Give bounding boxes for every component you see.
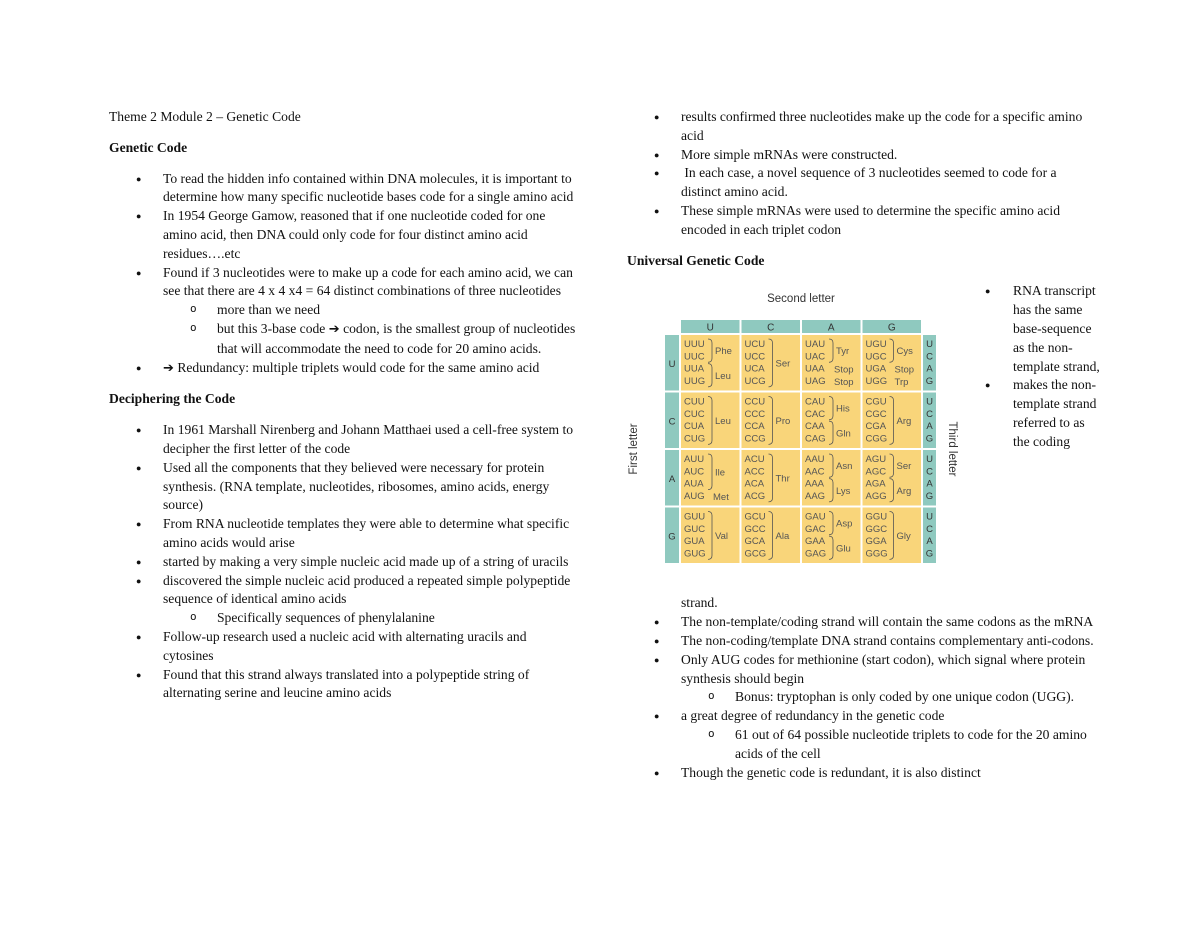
right-column [627, 108, 1100, 782]
codon-text: UUC [684, 351, 705, 363]
sub-list [163, 609, 579, 628]
codon-text: AUU [684, 454, 705, 466]
codon-text: UAC [805, 351, 826, 363]
third-letter-mark: A [926, 421, 933, 433]
document-title: Theme 2 Module 2 – Genetic Code [109, 109, 301, 124]
list-item-text: RNA transcript has the same base-sequence as the non-template strand, [1013, 283, 1100, 374]
list-item-text: started by making a very simple nucleic acid made up of a string of uracils [163, 553, 569, 569]
third-letter-mark: U [926, 511, 933, 523]
codon-text: ACC [744, 466, 765, 478]
sub-list-item [109, 609, 579, 628]
row-header-letter: U [668, 359, 676, 371]
codon-text: AGA [865, 478, 886, 490]
list-item [627, 202, 1097, 240]
amino-acid-label: Ile [715, 467, 726, 479]
amino-acid-label: Lys [836, 486, 851, 498]
codon-text: CAU [805, 396, 826, 408]
codon-text: GAG [805, 548, 827, 560]
codon-text: CUG [684, 433, 706, 445]
third-letter-mark: A [926, 363, 933, 375]
codon-text: CUA [684, 421, 705, 433]
list-item-text: Only AUG codes for methionine (start codon), which signal where protein synthesis should begin [681, 651, 1086, 686]
codon-text: GUU [684, 511, 706, 523]
list-item [627, 707, 1097, 763]
sub-list-item-text: Specifically sequences of phenylalanine [217, 610, 435, 626]
side-list [963, 282, 1103, 451]
first-letter-label: First letter [628, 423, 640, 475]
sub-list-item-text: Bonus: tryptophan is only coded by one unique codon (UGG). [735, 689, 1075, 705]
codon-text: CUU [684, 396, 705, 408]
codon-table-figure [627, 286, 958, 561]
codon-text: UAA [805, 363, 825, 375]
list-item [109, 207, 579, 263]
codon-text: UGU [865, 339, 887, 351]
codon-text: AAU [805, 454, 825, 466]
codon-text: CCG [744, 433, 766, 445]
amino-acid-label: Leu [715, 371, 731, 383]
amino-acid-label: His [836, 404, 850, 416]
list-item-text: In 1961 Marshall Nirenberg and Johann Matthaei used a cell-free system to decipher the first letter of the code [163, 422, 574, 456]
codon-text: UUG [684, 376, 706, 388]
list-item-text: a great degree of redundancy in the genetic code [681, 708, 945, 724]
amino-acid-label: Arg [896, 486, 912, 498]
row-header-letter: A [668, 474, 676, 486]
codon-text: GUG [684, 548, 706, 560]
list-item-text: Used all the components that they believed were necessary for protein synthesis. (RNA template, nucleotides, ribosomes, amino acids, energy source) [163, 459, 550, 513]
amino-acid-label: Ser [896, 461, 912, 473]
amino-acid-label: Ala [775, 531, 790, 543]
list-item-text: In 1954 George Gamow, reasoned that if one nucleotide coded for one amino acid, then DNA could only code for four distinct amino acid residues….etc [163, 208, 546, 261]
list-item [627, 764, 1097, 783]
third-letter-mark: U [926, 339, 933, 351]
amino-acid-label: Gln [836, 428, 851, 440]
list-item-text: Redundancy: multiple triplets would code for the same amino acid [177, 359, 540, 375]
list-item [963, 282, 1103, 376]
third-letter-mark: G [925, 491, 934, 503]
amino-acid-label: Pro [775, 416, 791, 428]
codon-text: GCG [744, 548, 767, 560]
codon-text: CCA [744, 421, 765, 433]
list-item [627, 164, 1097, 202]
codon-text: CUC [684, 409, 705, 421]
right-arrow-icon: ➔ [163, 360, 174, 376]
list-item [627, 613, 1097, 632]
sub-list [681, 726, 1097, 764]
third-letter-mark: G [925, 376, 934, 388]
codon-text: UGG [865, 376, 888, 388]
genetic-code-list [109, 170, 579, 379]
list-item-text: discovered the simple nucleic acid produced a repeated simple polypeptide sequence of identical amino acids [163, 572, 571, 607]
sub-list-item-text: 61 out of 64 possible nucleotide triplets to code for the 20 amino acids of the cell [735, 726, 1087, 761]
third-letter-mark: C [926, 409, 933, 421]
codon-text: AGC [865, 466, 887, 478]
list-item [109, 628, 579, 666]
codon-text: CAA [805, 421, 825, 433]
sub-list-item-text: codon, is the smallest group of nucleotides that will accommodate the need to code for 20 amino acids. [217, 320, 576, 356]
codon-text: GCA [744, 536, 766, 548]
amino-acid-label: Phe [715, 346, 732, 358]
side-notes [963, 282, 1103, 451]
list-item-text: makes the non-template strand referred to as the coding [1013, 377, 1097, 449]
sub-list-item [109, 301, 579, 320]
amino-acid-label: Stop [834, 377, 854, 389]
codon-text: GGC [865, 524, 888, 536]
codon-text: ACA [744, 478, 765, 490]
codon-text: CGC [865, 409, 887, 421]
codon-text: AUC [684, 466, 705, 478]
codon-text: UGA [865, 363, 887, 375]
strand-list [627, 613, 1097, 782]
amino-acid-label: Arg [896, 416, 912, 428]
row-header-letter: G [668, 531, 676, 543]
amino-acid-label: Stop [894, 364, 915, 376]
amino-acid-label: Met [713, 492, 729, 504]
codon-text: GCU [744, 511, 766, 523]
list-item-text: Found if 3 nucleotides were to make up a code for each amino acid, we can see that there are 4 x 4 x4 = 64 distinct combinations of three nucleotides [163, 264, 573, 299]
list-item-text: From RNA nucleotide templates they were able to determine what specific amino acids would arise [163, 516, 570, 550]
amino-acid-label: Thr [775, 473, 790, 485]
list-item [109, 572, 579, 628]
codon-text: UGC [865, 351, 887, 363]
codon-text: CGG [865, 433, 888, 445]
codon-text: AUG [684, 491, 705, 503]
third-letter-mark: A [926, 478, 933, 490]
list-item [109, 359, 579, 379]
list-item-text: results confirmed three nucleotides make up the code for a specific amino acid [681, 109, 1083, 143]
section-heading-genetic-code: Genetic Code [109, 139, 188, 155]
sub-list-item [109, 320, 579, 359]
third-letter-mark: C [926, 524, 933, 536]
codon-text: AGG [865, 491, 887, 503]
codon-text: CCC [744, 409, 766, 421]
section-heading-universal-genetic-code: Universal Genetic Code [627, 252, 765, 268]
sub-list [163, 301, 579, 358]
row-header-letter: C [668, 416, 676, 428]
list-item-text: To read the hidden info contained within DNA molecules, it is important to determine how many specific nucleotide bases code for a single amino acid [163, 170, 574, 205]
third-letter-mark: A [926, 536, 933, 548]
codon-text: GGG [865, 548, 888, 560]
list-item [109, 553, 579, 572]
codon-text: CAG [805, 433, 826, 445]
deciphering-list [109, 421, 579, 703]
list-item-text: More simple mRNAs were constructed. [681, 146, 898, 162]
list-item [627, 651, 1097, 707]
figure-row [627, 282, 1100, 594]
codon-text: GAC [805, 524, 826, 536]
list-item [109, 666, 579, 704]
sub-list-item [627, 726, 1097, 764]
results-list [627, 108, 1097, 240]
list-item [627, 146, 1097, 165]
third-letter-mark: G [925, 548, 934, 560]
third-letter-mark: U [926, 396, 933, 408]
sub-list-item [627, 688, 1097, 707]
codon-text: GGU [865, 511, 888, 523]
codon-text: CGA [865, 421, 887, 433]
column-header-letter: U [706, 322, 714, 334]
amino-acid-label: Ser [775, 358, 791, 370]
codon-text: UCG [744, 376, 766, 388]
amino-acid-label: Stop [834, 364, 854, 376]
third-letter-mark: C [926, 466, 933, 478]
amino-acid-label: Cys [896, 346, 913, 358]
codon-text: UAG [805, 376, 826, 388]
codon-text: AUA [684, 478, 704, 490]
list-item-text: The non-coding/template DNA strand contains complementary anti-codons. [681, 632, 1094, 648]
list-item [109, 515, 579, 553]
codon-text: GCC [744, 524, 766, 536]
right-arrow-icon: ➔ [328, 321, 340, 337]
amino-acid-label: Asn [836, 461, 853, 473]
sub-list-item-text: more than we need [217, 302, 321, 318]
codon-text: ACU [744, 454, 765, 466]
codon-text: GUA [684, 536, 705, 548]
amino-acid-label: Leu [715, 416, 731, 428]
list-item [963, 376, 1103, 451]
third-letter-mark: G [925, 433, 934, 445]
list-item-text: Though the genetic code is redundant, it is also distinct [681, 764, 981, 780]
amino-acid-label: Gly [896, 531, 911, 543]
codon-text: UUA [684, 363, 705, 375]
column-header-letter: G [887, 322, 896, 334]
list-item [109, 170, 579, 208]
codon-text: UCC [744, 351, 766, 363]
amino-acid-label: Val [715, 531, 729, 543]
left-column [109, 108, 579, 703]
codon-text: AAC [805, 466, 825, 478]
list-item-text: These simple mRNAs were used to determine the specific amino acid encoded in each triplet codon [681, 202, 1060, 237]
amino-acid-label: Trp [894, 377, 909, 389]
third-letter-mark: C [926, 351, 933, 363]
codon-text: CCU [744, 396, 766, 408]
list-item [627, 632, 1097, 651]
codon-text: UAU [805, 339, 826, 351]
third-letter-label: Third letter [946, 421, 958, 477]
codon-text: AAG [805, 491, 826, 503]
sub-list-item-text: but this 3-base code [217, 320, 326, 336]
list-item-text: Follow-up research used a nucleic acid with alternating uracils and cytosines [163, 628, 527, 663]
list-item [109, 459, 579, 515]
second-letter-label: Second letter [767, 293, 835, 306]
section-heading-deciphering: Deciphering the Code [109, 391, 236, 407]
codon-text: GAA [805, 536, 826, 548]
amino-acid-label: Tyr [836, 346, 850, 358]
continuation-text: strand. [681, 595, 718, 611]
codon-text: GAU [805, 511, 826, 523]
list-item-text: The non-template/coding strand will contain the same codons as the mRNA [681, 614, 1094, 630]
codon-text: AGU [865, 454, 887, 466]
codon-text: ACG [744, 491, 766, 503]
amino-acid-label: Asp [836, 519, 853, 531]
codon-text: UUU [684, 339, 705, 351]
column-header-letter: C [767, 322, 775, 334]
codon-text: CGU [865, 396, 887, 408]
list-item [109, 264, 579, 359]
codon-text: UCA [744, 363, 765, 375]
list-item-text: In each case, a novel sequence of 3 nucleotides seemed to code for a distinct amino acid. [681, 165, 1060, 200]
third-letter-mark: U [926, 454, 933, 466]
codon-text: UCU [744, 339, 766, 351]
codon-text: AAA [805, 478, 825, 490]
codon-text: GGA [865, 536, 887, 548]
list-item-text: Found that this strand always translated into a polypeptide string of alternating serine and leucine amino acids [163, 666, 530, 701]
codon-text: CAC [805, 409, 826, 421]
codon-text: GUC [684, 524, 706, 536]
list-item [109, 421, 579, 459]
column-header-letter: A [827, 322, 835, 334]
amino-acid-label: Glu [836, 543, 851, 555]
list-item [627, 108, 1097, 146]
sub-list [681, 688, 1097, 707]
